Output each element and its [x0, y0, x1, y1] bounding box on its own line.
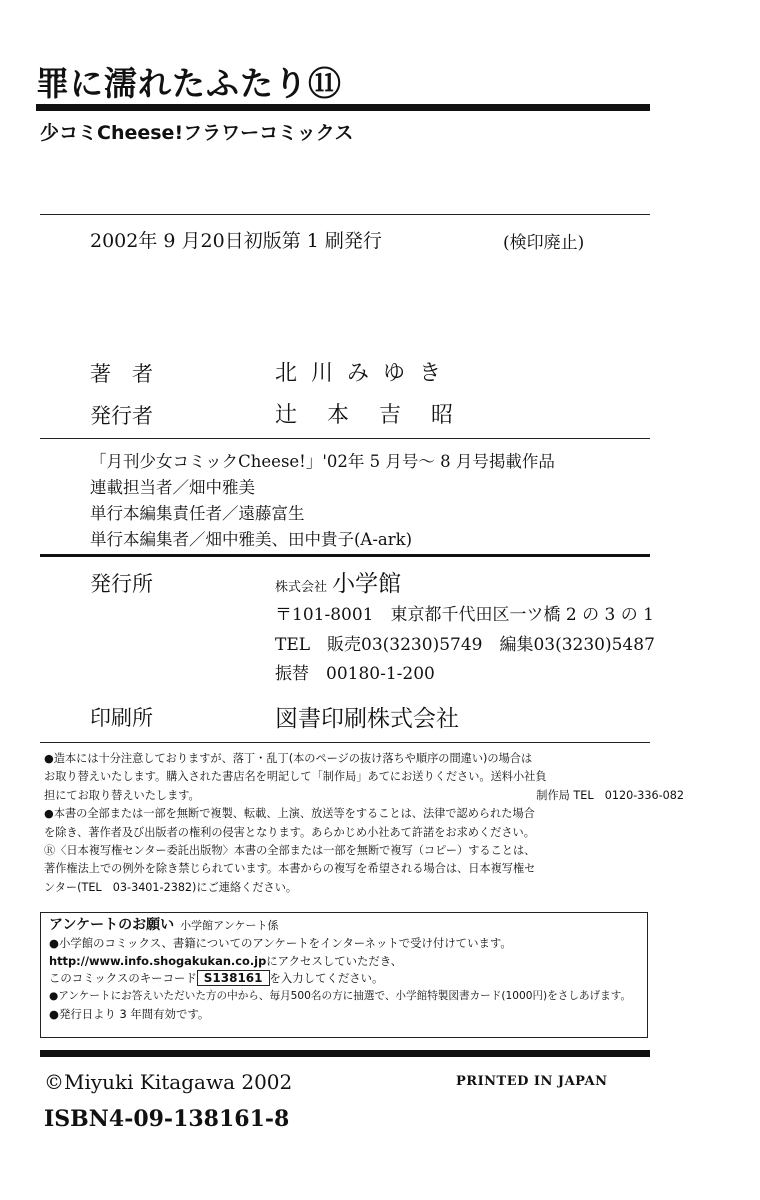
edition-rule: [40, 214, 650, 215]
company-type: 株式会社: [275, 580, 328, 595]
survey-line: ●小学館のコミックス、書籍についてのアンケートをインターネットで受け付けています。: [49, 935, 512, 950]
publisher-company: [275, 565, 401, 598]
credit-line: 単行本編集者／畑中雅美、田中貴子(A-ark): [90, 530, 413, 549]
printer-label: 印刷所: [90, 706, 153, 730]
survey-url[interactable]: http://www.info.shogakukan.co.jp: [49, 953, 267, 968]
notice-line: ●本書の全部または一部を無断で複製、転載、上演、放送等をすることは、法律で認められた場合: [44, 807, 535, 821]
seal-note: (検印廃止): [503, 233, 585, 253]
credit-line: 連載担当者／畑中雅美: [90, 478, 255, 497]
notice-line: Ⓡ〈日本複写権センター委託出版物〉本書の全部または一部を無断で複写（コピー）することは、: [44, 844, 536, 858]
credit-line: 「月刊少女コミックCheese!」'02年 5 月号～ 8 月号掲載作品: [90, 452, 555, 471]
legal-notice: [44, 750, 684, 897]
notice-rule: [40, 742, 650, 743]
key-prefix: このコミックスのキーコード: [49, 971, 197, 986]
author-name: 北川みゆき: [275, 361, 456, 386]
survey-content: [49, 917, 631, 1024]
bottom-rule: [40, 1050, 650, 1057]
survey-url-suffix: にアクセスしていただき、: [266, 953, 403, 968]
title-rule: [36, 104, 650, 111]
survey-line: ●アンケートにお答えいただいた方の中から、毎月500名の方に抽選で、小学館特製図書カード(1000円)をさしあげます。: [49, 990, 632, 1003]
publisher-furikae: 振替 00180-1-200: [275, 664, 435, 684]
publisher-person-name: 辻本吉昭: [275, 403, 484, 428]
book-title: 罪に濡れたふたり⑪: [36, 64, 342, 103]
publisher-name: 小学館: [332, 571, 402, 597]
printed-in: PRINTED IN JAPAN: [456, 1074, 608, 1089]
notice-line: 担にてお取り替えいたします。: [44, 788, 200, 802]
copyright: ©Miyuki Kitagawa 2002: [44, 1070, 293, 1094]
survey-url-row: [49, 953, 631, 971]
publisher-tel: TEL 販売03(3230)5749 編集03(3230)5487: [275, 635, 655, 655]
author-label: 著 者: [90, 362, 153, 386]
survey-box: [40, 912, 648, 1038]
publisher-label: 発行所: [90, 572, 153, 596]
survey-sub: 小学館アンケート係: [180, 919, 279, 932]
series-name: 少コミCheese!フラワーコミックス: [40, 122, 354, 144]
notice-line: ンター(TEL 03-3401-2382)にご連絡ください。: [44, 880, 298, 894]
publisher-address: 〒101-8001 東京都千代田区一ツ橋 2 の 3 の 1: [275, 605, 654, 625]
printer-name: 図書印刷株式会社: [275, 706, 459, 732]
key-suffix: を入力してください。: [269, 971, 384, 986]
edition-date: 2002年 9 月20日初版第 1 刷発行: [90, 230, 382, 252]
publisher-person-label: 発行者: [90, 404, 153, 428]
key-code: S138161: [197, 970, 270, 986]
notice-line: 著作権法上での例外を除き禁じられています。本書からの複写を希望される場合は、日本複写権セ: [44, 862, 536, 876]
credit-line: 単行本編集責任者／遠藤富生: [90, 504, 305, 523]
credits-rule: [40, 438, 650, 439]
survey-line: ●発行日より 3 年間有効です。: [49, 1006, 210, 1021]
isbn: ISBN4-09-138161-8: [44, 1106, 290, 1132]
survey-heading: アンケートのお願い: [49, 917, 175, 933]
notice-line: ●造本には十分注意しておりますが、落丁・乱丁(本のページの抜け落ちや順序の間違い)の場合は: [44, 752, 533, 765]
survey-key-row: [49, 970, 631, 988]
survey-heading-row: [49, 917, 631, 935]
publisher-rule: [40, 554, 650, 557]
notice-line: を除き、著作者及び出版者の権利の侵害となります。あらかじめ小社あて許諾をお求めください。: [44, 825, 535, 839]
notice-line: お取り替えいたします。購入された書店名を明記して「制作局」あてにお送りください。送料小社負: [44, 770, 547, 784]
notice-line-row: [44, 787, 684, 805]
notice-contact: 制作局 TEL 0120-336-082: [536, 788, 684, 802]
